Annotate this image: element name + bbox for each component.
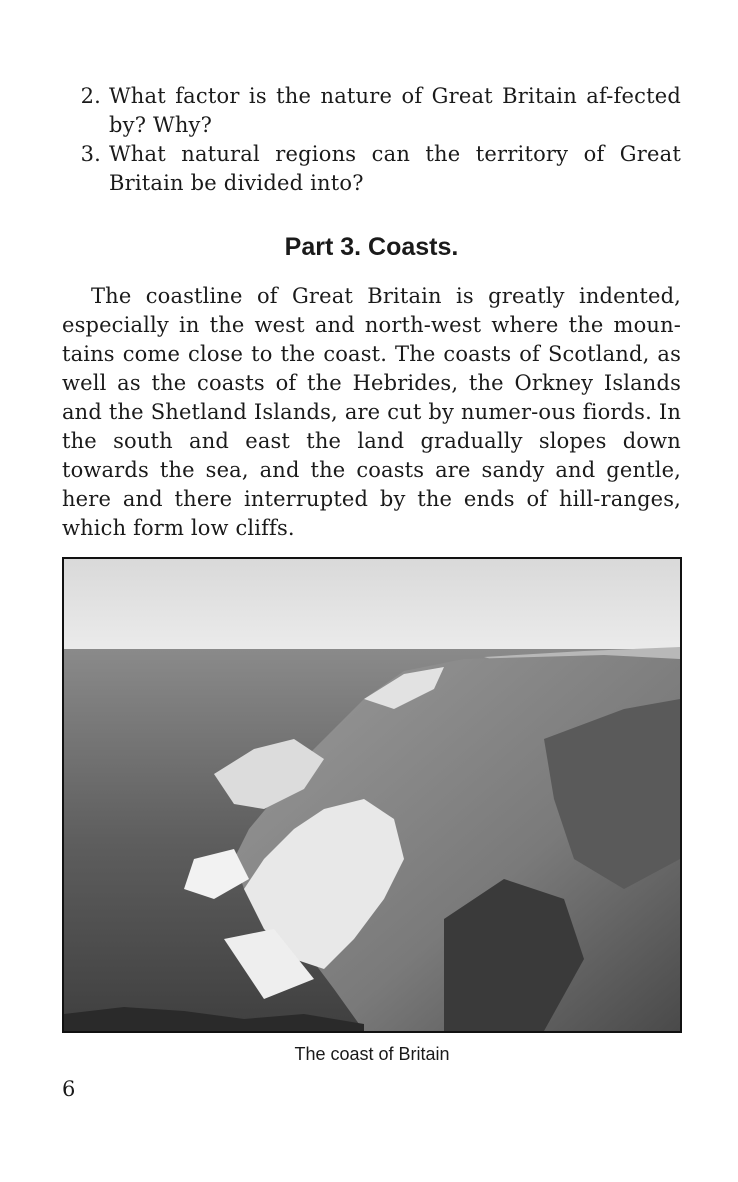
section-title: Part 3. Coasts. <box>284 233 459 261</box>
body-paragraph: The coastline of Great Britain is greatly indented, especially in the west and north-west where the moun-tains come close to the coast. The coasts of Scotland, as well as the coasts of the Hebrides, the Orkney Islands and the Shetland Islands, are cut by numer-ous fiords. In the south and east the land gradually slopes down towards the sea, and the coasts are sandy and gentle, here and there interrupted by the ends of hill-ranges, which form low cliffs. <box>62 284 681 540</box>
page-number: 6 <box>62 1077 76 1101</box>
figure-caption: The coast of Britain <box>294 1044 450 1064</box>
page-content <box>62 82 681 543</box>
coast-photo <box>62 557 682 1033</box>
question-number: 3. <box>80 142 101 166</box>
question-text: What natural regions can the territory of Great Britain be divided into? <box>109 142 681 195</box>
question-text: What factor is the nature of Great Britain af-fected by? Why? <box>109 84 681 137</box>
question-number: 2. <box>80 84 101 108</box>
question-item <box>62 82 681 140</box>
question-item <box>62 140 681 198</box>
question-list <box>62 82 681 198</box>
